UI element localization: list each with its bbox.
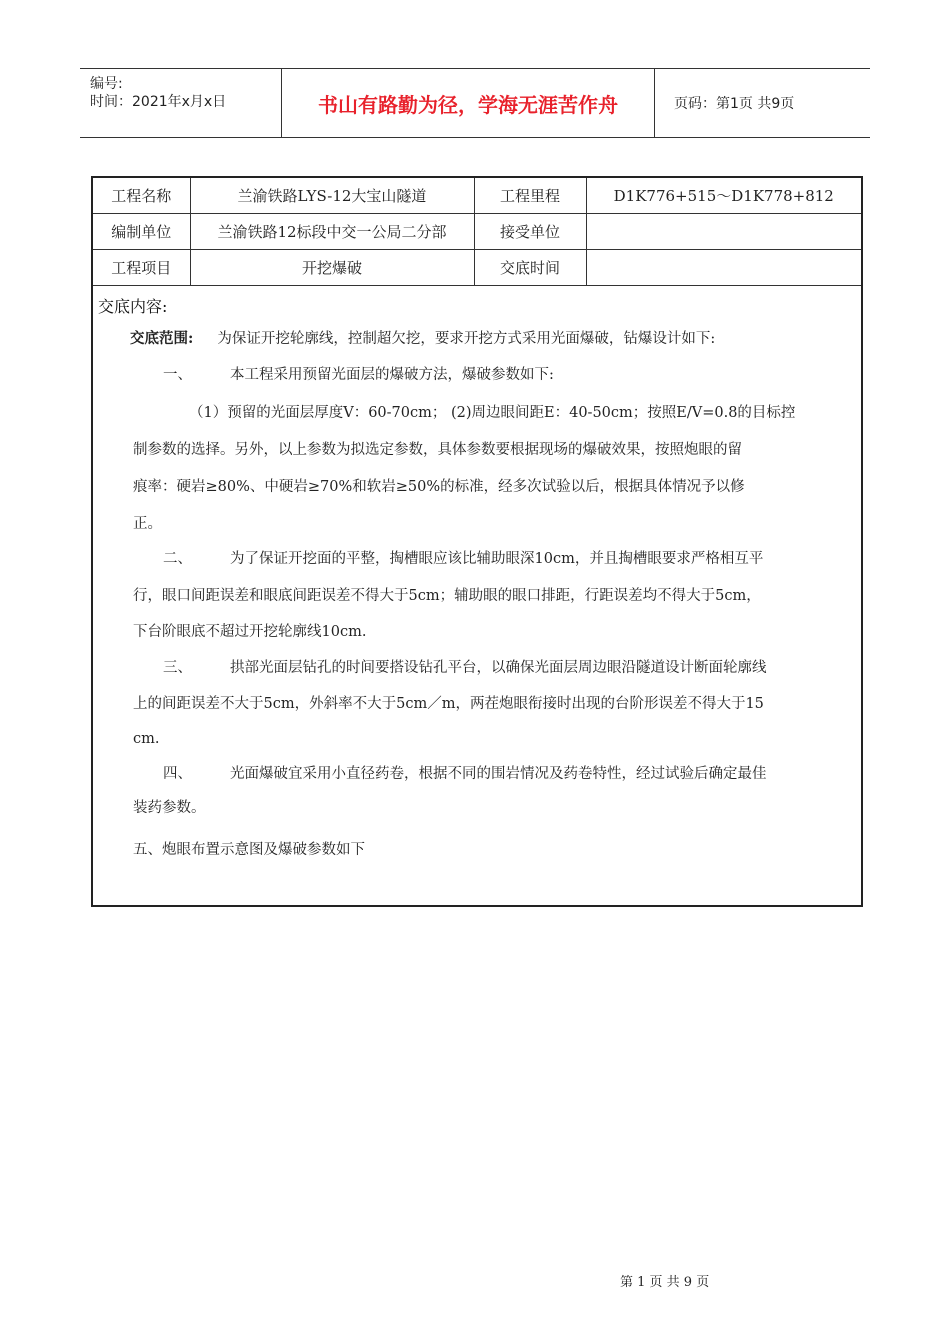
scope-label: 交底范围:: [130, 330, 194, 347]
mileage-label: 工程里程: [474, 178, 586, 214]
item1-line1: （1）预留的光面层厚度V：60-70cm； (2)周边眼间距E：40-50cm；按照E/V=0.8的目标控: [189, 405, 796, 421]
item3-line3: cm.: [133, 731, 160, 747]
item3-line2: 上的间距误差不大于5cm，外斜率不大于5cm／m，两茬炮眼衔接时出现的台阶形误差不得大于15: [133, 696, 764, 712]
table-row: [93, 250, 861, 286]
item-label: 工程项目: [93, 250, 190, 286]
info-table: [93, 178, 861, 286]
project-name-value: 兰渝铁路LYS-12大宝山隧道: [190, 178, 474, 214]
page-code: [664, 69, 870, 137]
item4-line1: 光面爆破宜采用小直径药卷，根据不同的围岩情况及药卷特性，经过试验后确定最佳: [230, 766, 767, 782]
receiver-value: [586, 214, 861, 250]
item3-num: 三、: [163, 660, 192, 676]
page-code-text: 页码：第1页 共9页: [674, 96, 795, 112]
briefing-time-value: [586, 250, 861, 286]
compiler-label: 编制单位: [93, 214, 190, 250]
table-row: [93, 178, 861, 214]
item4-num: 四、: [163, 766, 192, 782]
content-heading: 交底内容:: [98, 297, 168, 316]
compiler-value: 兰渝铁路12标段中交一公局二分部: [190, 214, 474, 250]
mileage-value: D1K776+515～D1K778+812: [586, 178, 861, 214]
item1-line3: 痕率：硬岩≥80%、中硬岩≥70%和软岩≥50%的标准，经多次试验以后，根据具体情况予以修: [133, 479, 745, 495]
scope-text: 为保证开挖轮廓线，控制超欠挖，要求开挖方式采用光面爆破，钻爆设计如下:: [217, 331, 716, 347]
receiver-label: 接受单位: [474, 214, 586, 250]
briefing-form: [91, 176, 863, 907]
item2-line3: 下台阶眼底不超过开挖轮廓线10cm.: [133, 624, 367, 640]
header-meta: [80, 69, 280, 137]
item5-text: 五、炮眼布置示意图及爆破参数如下: [133, 842, 365, 858]
item2-line1: 为了保证开挖面的平整，掏槽眼应该比辅助眼深10cm，并且掏槽眼要求严格相互平: [230, 551, 764, 567]
project-name-label: 工程名称: [93, 178, 190, 214]
table-row: [93, 214, 861, 250]
item2-line2: 行，眼口间距误差和眼底间距误差不得大于5cm；辅助眼的眼口排距，行距误差均不得大于5cm，: [133, 588, 761, 604]
item1-num: 一、: [163, 367, 192, 383]
item1-line4: 正。: [133, 516, 162, 532]
item4-line2: 装药参数。: [133, 800, 206, 816]
page-footer: 第 1 页 共 9 页: [620, 1275, 710, 1290]
scope-line: [130, 321, 715, 357]
item2-num: 二、: [163, 551, 192, 567]
item3-line1: 拱部光面层钻孔的时间要搭设钻孔平台，以确保光面层周边眼沿隧道设计断面轮廓线: [230, 660, 767, 676]
time-label: 时间：2021年x月x日: [90, 94, 227, 110]
briefing-time-label: 交底时间: [474, 250, 586, 286]
item1-line2: 制参数的选择。另外，以上参数为拟选定参数，具体参数要根据现场的爆破效果，按照炮眼的留: [133, 442, 742, 458]
item-value: 开挖爆破: [190, 250, 474, 286]
page-header: [80, 68, 870, 138]
motto: 书山有路勤为径，学海无涯苦作舟: [281, 69, 655, 137]
item1-text: 本工程采用预留光面层的爆破方法，爆破参数如下:: [230, 367, 554, 383]
number-label: 编号:: [90, 76, 123, 92]
